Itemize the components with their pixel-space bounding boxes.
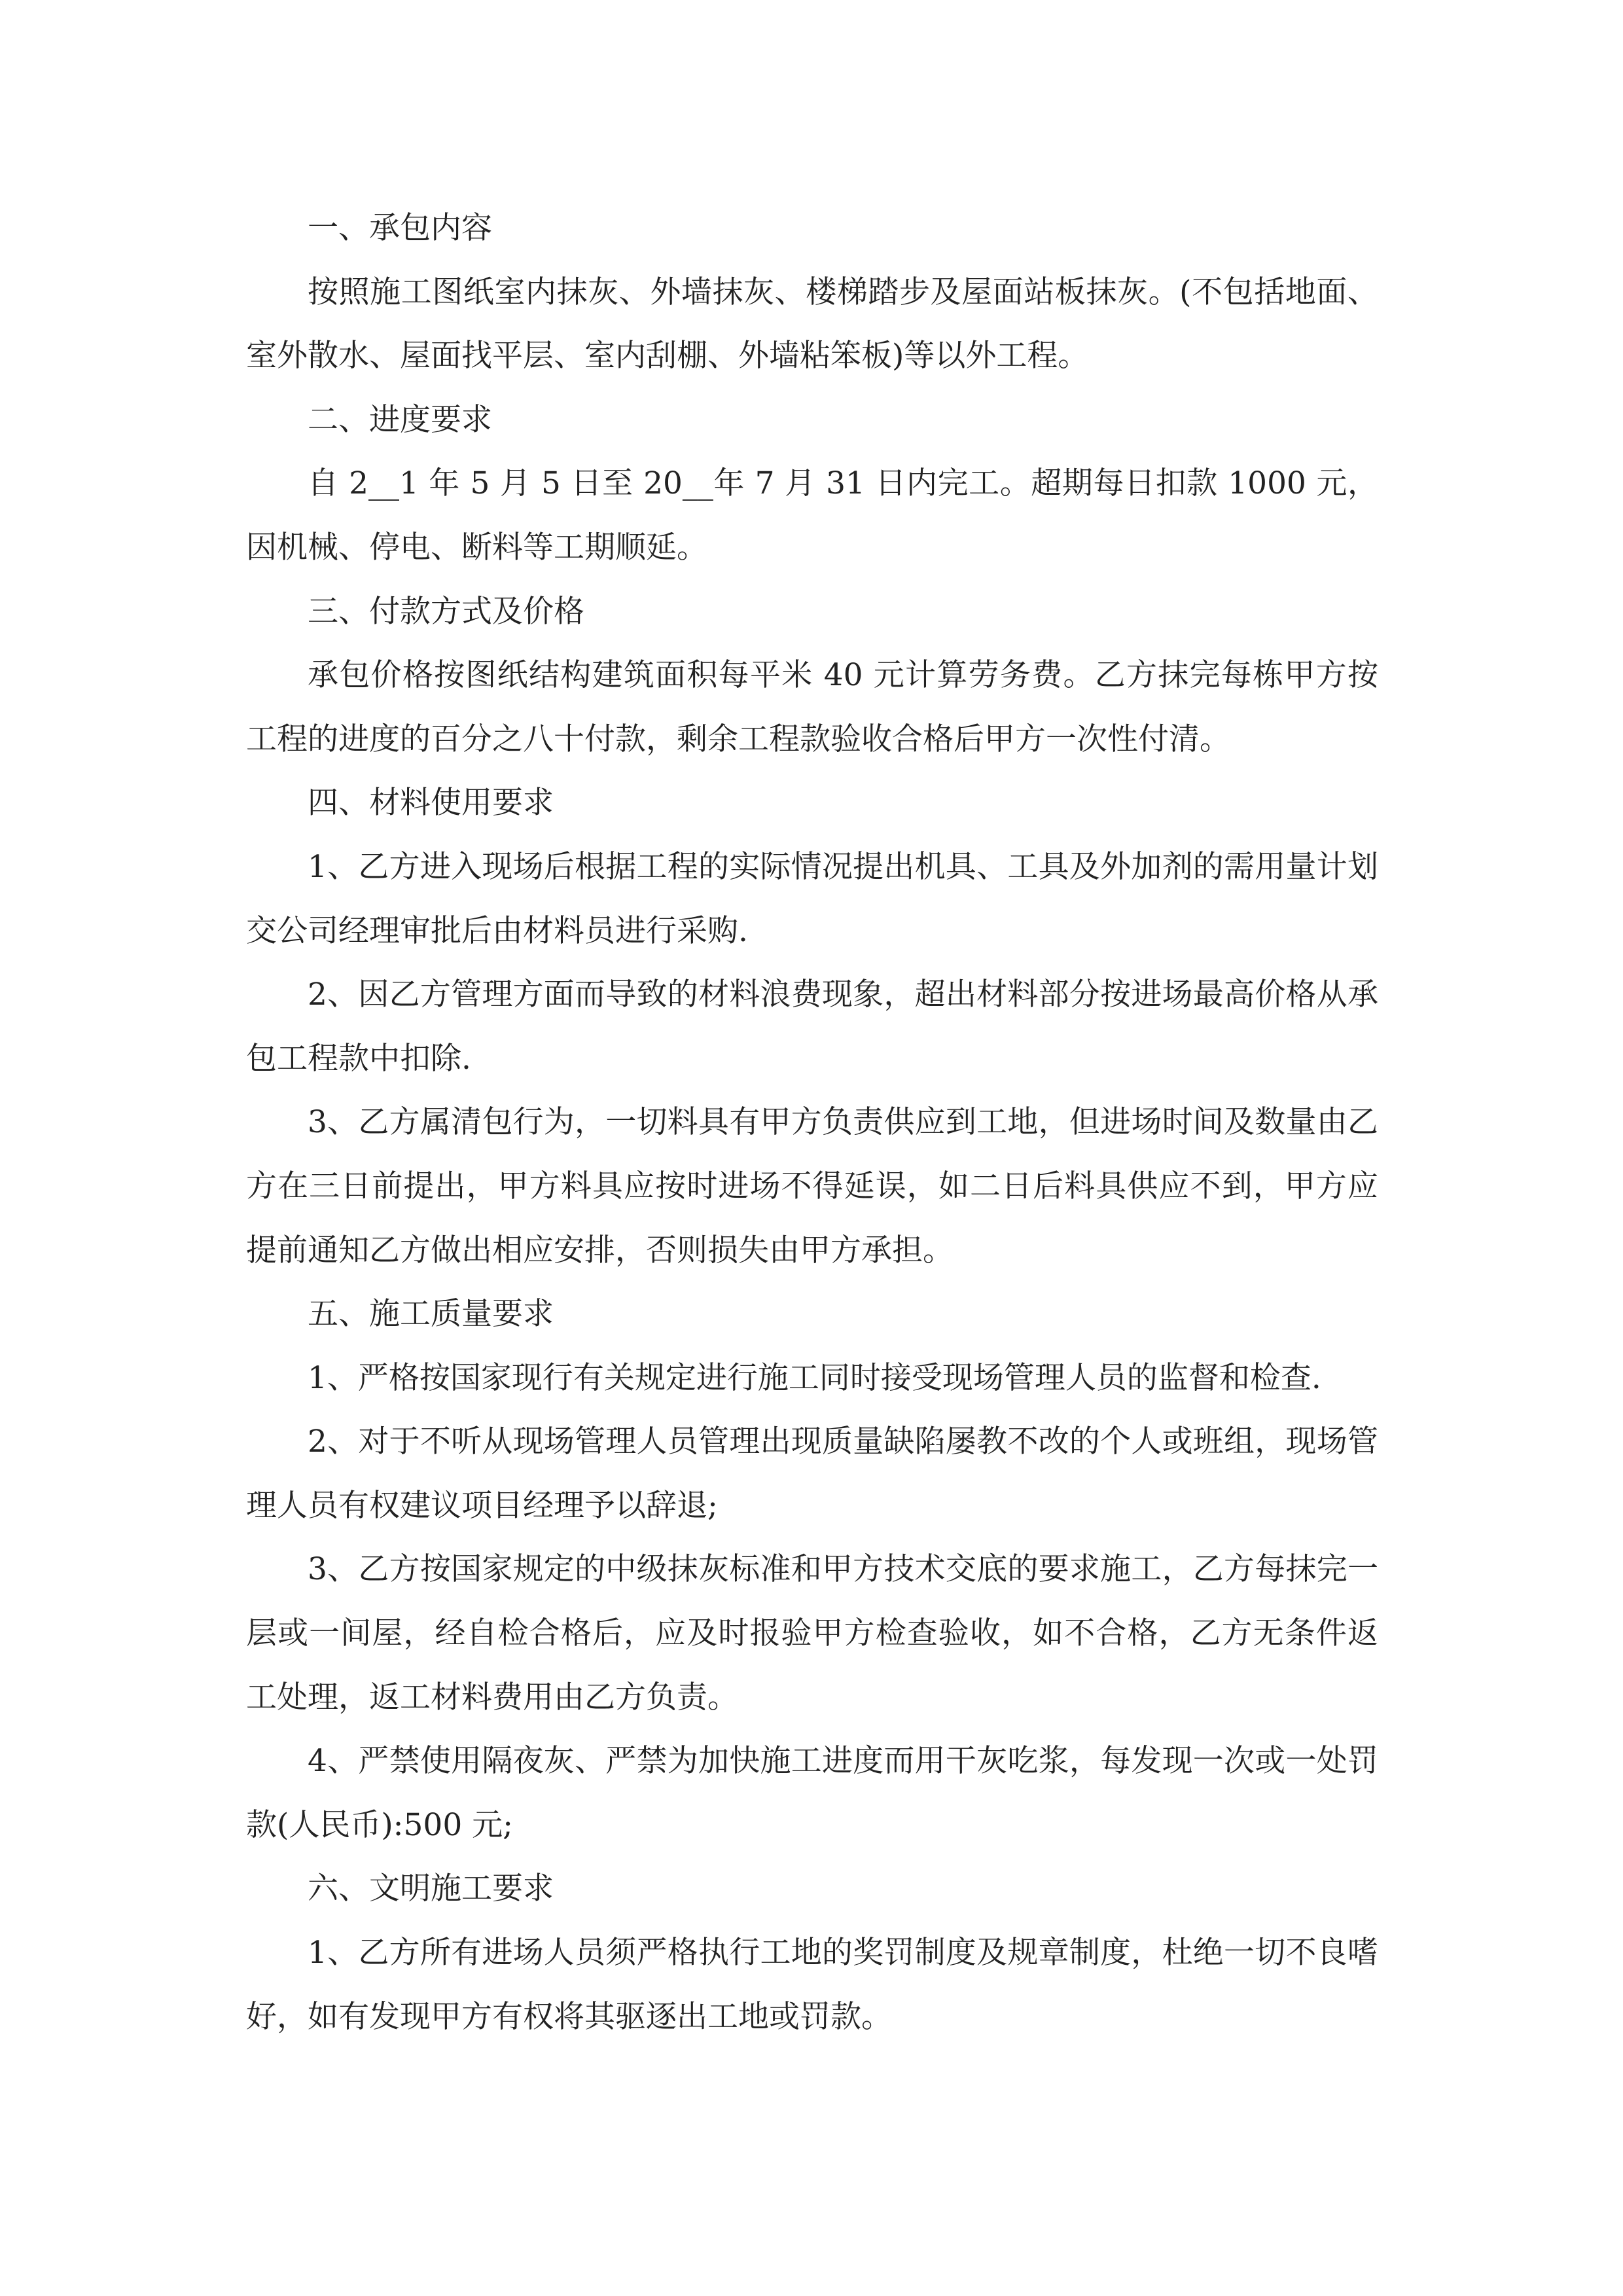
section-heading: 六、文明施工要求 [308, 1871, 554, 1907]
document-body [246, 196, 1378, 2049]
section-heading: 一、承包内容 [308, 210, 492, 246]
section-heading: 五、施工质量要求 [308, 1296, 554, 1333]
section-heading: 四、材料使用要求 [308, 785, 554, 821]
paragraph: 3、乙方按国家规定的中级抹灰标准和甲方技术交底的要求施工，乙方每抹完一层或一间屋，经自检合格后，应及时报验甲方检查验收，如不合格，乙方无条件返工处理，返工材料费用由乙方负责。 [246, 1551, 1378, 1715]
paragraph: 4、严禁使用隔夜灰、严禁为加快施工进度而用干灰吃浆，每发现一次或一处罚款(人民币):500 元; [246, 1743, 1378, 1843]
paragraph: 1、乙方进入现场后根据工程的实际情况提出机具、工具及外加剂的需用量计划交公司经理审批后由材料员进行采购. [246, 848, 1378, 949]
paragraph: 2、因乙方管理方面而导致的材料浪费现象，超出材料部分按进场最高价格从承包工程款中扣除. [246, 977, 1378, 1077]
paragraph: 自 2__1 年 5 月 5 日至 20__年 7 月 31 日内完工。超期每日扣款 1000 元，因机械、停电、断料等工期顺延。 [246, 465, 1378, 565]
section-contract-scope [246, 196, 1378, 388]
paragraph: 2、对于不听从现场管理人员管理出现质量缺陷屡教不改的个人或班组，现场管理人员有权建议项目经理予以辞退; [246, 1424, 1378, 1524]
section-materials [246, 771, 1378, 1282]
section-quality [246, 1282, 1378, 1857]
paragraph: 按照施工图纸室内抹灰、外墙抹灰、楼梯踏步及屋面站板抹灰。(不包括地面、室外散水、屋面找平层、室内刮棚、外墙粘笨板)等以外工程。 [246, 274, 1378, 374]
paragraph: 1、乙方所有进场人员须严格执行工地的奖罚制度及规章制度，杜绝一切不良嗜好，如有发现甲方有权将其驱逐出工地或罚款。 [246, 1935, 1378, 2035]
section-payment [246, 580, 1378, 772]
section-civilized-construction [246, 1857, 1378, 2049]
paragraph: 承包价格按图纸结构建筑面积每平米 40 元计算劳务费。乙方抹完每栋甲方按工程的进度的百分之八十付款，剩余工程款验收合格后甲方一次性付清。 [246, 657, 1378, 757]
section-heading: 三、付款方式及价格 [308, 593, 584, 630]
paragraph: 3、乙方属清包行为，一切料具有甲方负责供应到工地，但进场时间及数量由乙方在三日前提出，甲方料具应按时进场不得延误，如二日后料具供应不到，甲方应提前通知乙方做出相应安排，否则损失由甲方承担。 [246, 1104, 1378, 1268]
paragraph: 1、严格按国家现行有关规定进行施工同时接受现场管理人员的监督和检查. [308, 1359, 1321, 1396]
section-schedule [246, 388, 1378, 580]
section-heading: 二、进度要求 [308, 401, 492, 438]
